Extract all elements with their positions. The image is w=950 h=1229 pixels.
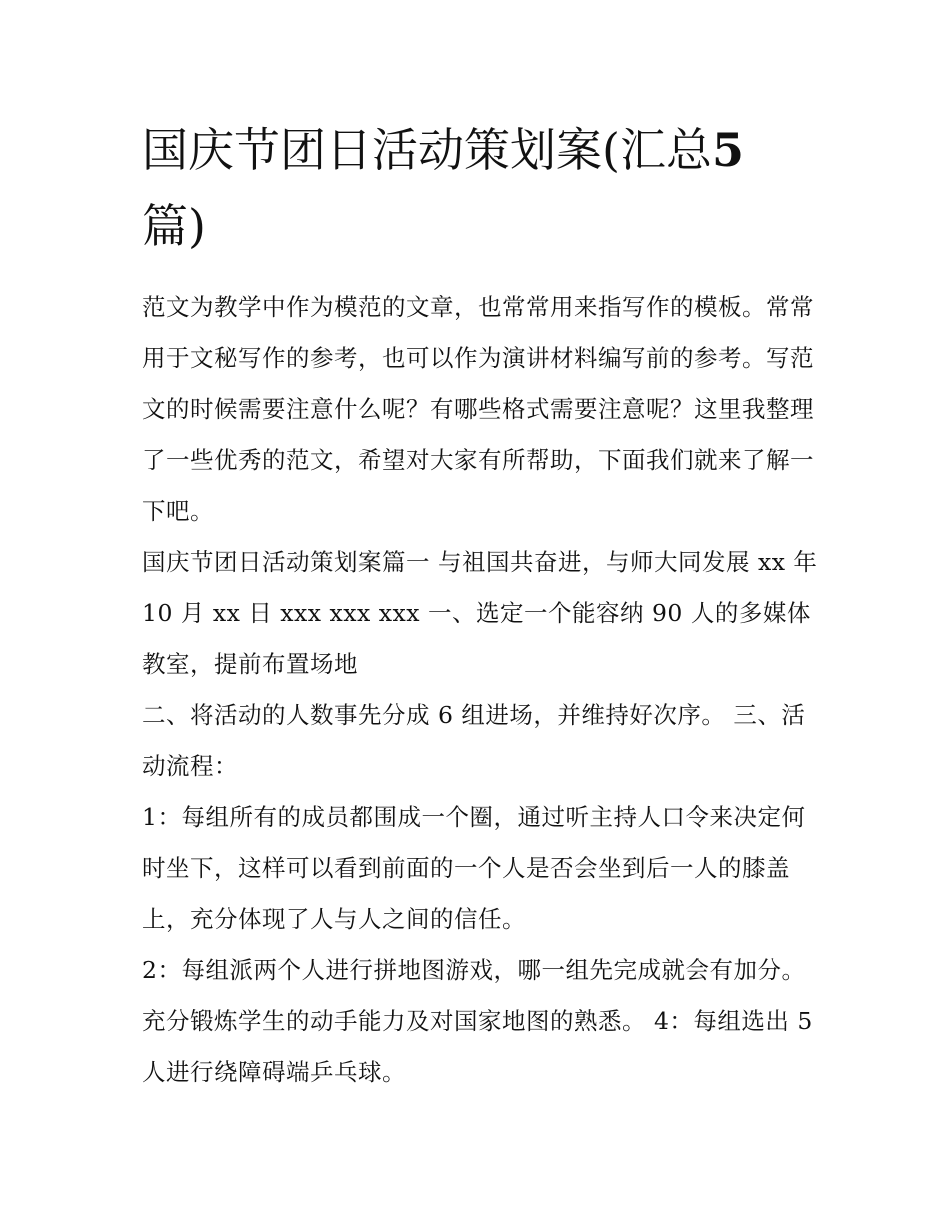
document-title	[142, 112, 822, 264]
title-main: 国庆节团日活动策划案(汇总	[142, 123, 712, 177]
paragraph-item-1: 1：每组所有的成员都围成一个圈，通过听主持人口令来决定何时坐下，这样可以看到前面的一个人是否会坐到后一人的膝盖上，充分体现了人与人之间的信任。	[142, 803, 806, 933]
paragraph-intro: 范文为教学中作为模范的文章，也常常用来指写作的模板。常常用于文秘写作的参考，也可以作为演讲材料编写前的参考。写范文的时候需要注意什么呢？有哪些格式需要注意呢？这里我整理了一些优秀的范文，希望对大家有所帮助，下面我们就来了解一下吧。	[142, 293, 814, 525]
paragraph-part-one: 国庆节团日活动策划案篇一 与祖国共奋进，与师大同发展 xx 年 10 月 xx 日 xxx xxx xxx 一、选定一个能容纳 90 人的多媒体教室，提前布置场地	[142, 548, 818, 678]
title-number: 5	[711, 123, 744, 177]
paragraph-item-2: 2：每组派两个人进行拼地图游戏，哪一组先完成就会有加分。充分锻炼学生的动手能力及对国家地图的熟悉。 4：每组选出 5 人进行绕障碍端乒乓球。	[142, 956, 813, 1086]
title-end: 篇)	[142, 199, 206, 253]
paragraph-step-two-three: 二、将活动的人数事先分成 6 组进场，并维持好次序。 三、活动流程：	[142, 701, 806, 780]
document-content	[142, 112, 822, 1098]
